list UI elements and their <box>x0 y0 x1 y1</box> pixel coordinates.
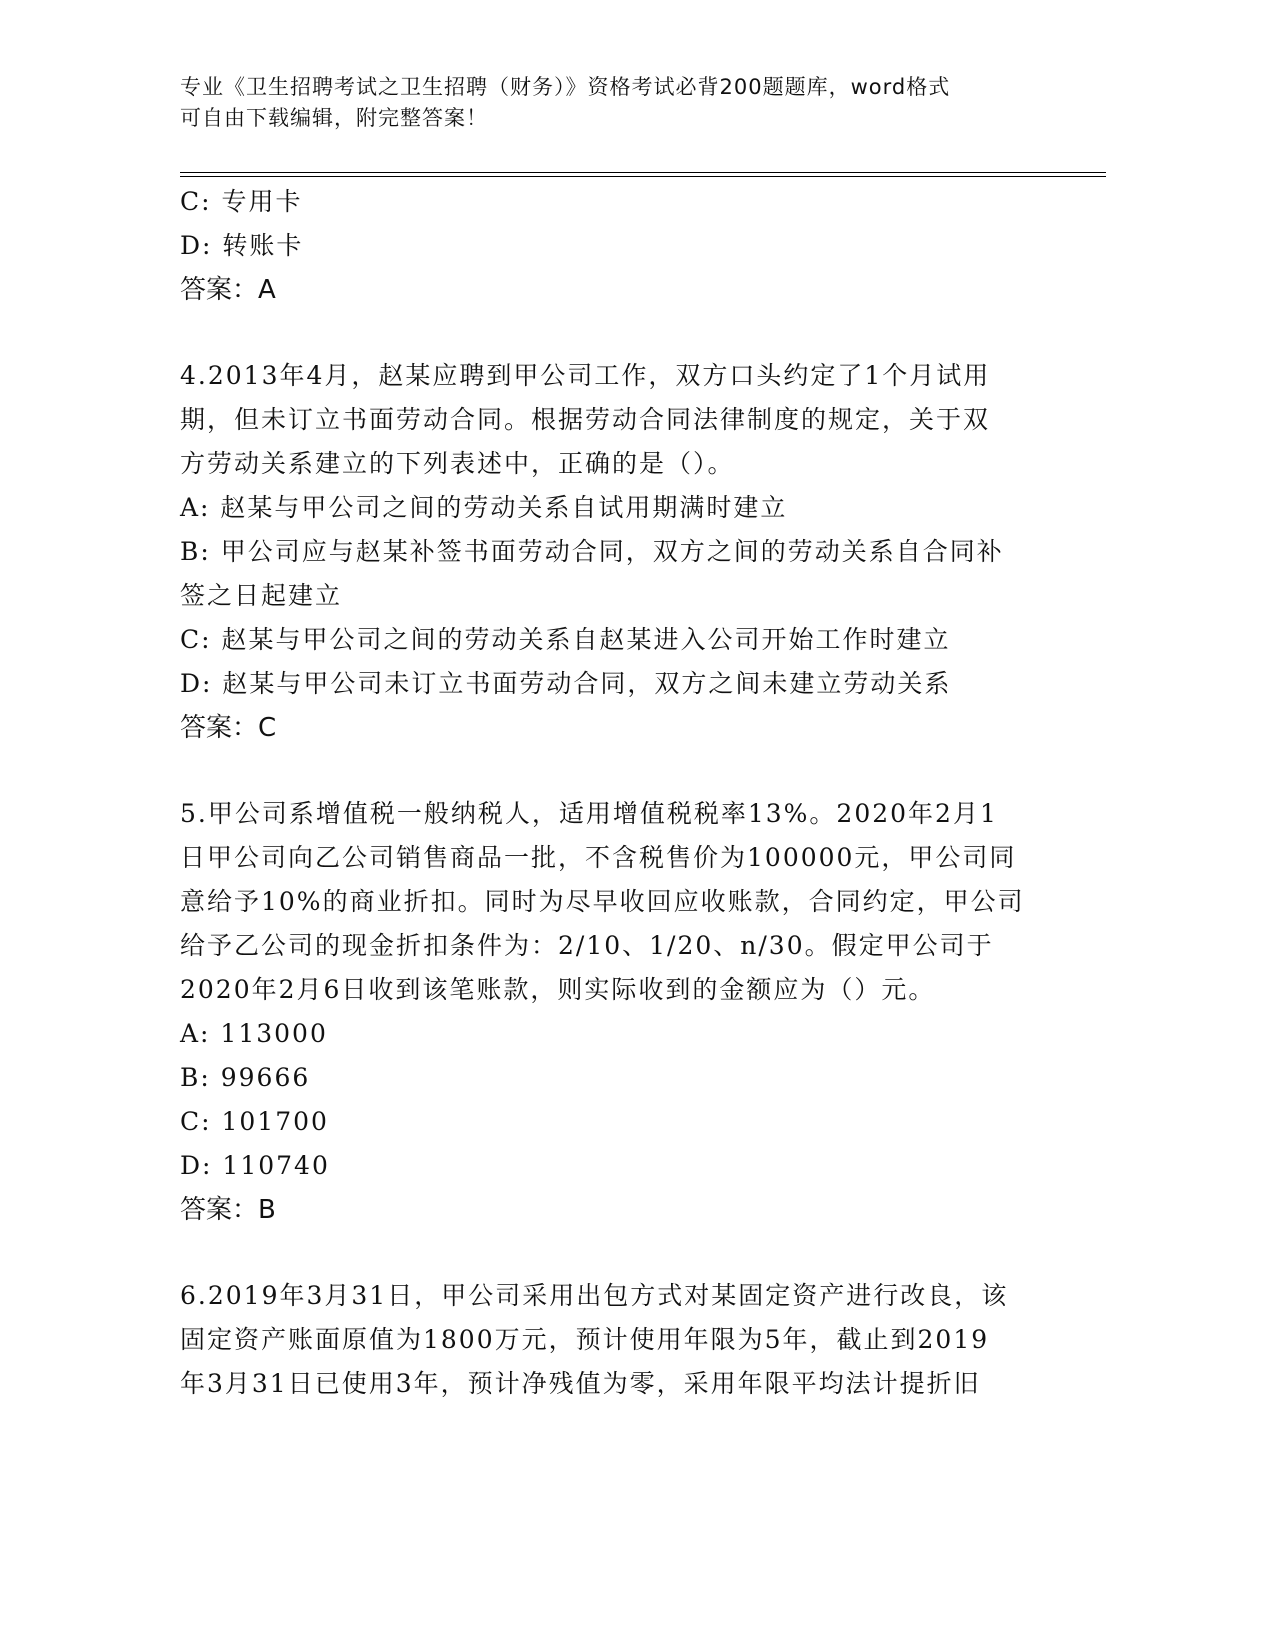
option-line: A: 赵某与甲公司之间的劳动关系自试用期满时建立 <box>180 493 788 522</box>
option-line: A: 113000 <box>180 1019 328 1048</box>
question-list <box>180 180 1060 1406</box>
answer-line: 答案：C <box>180 713 277 743</box>
question-text-line: 6.2019年3月31日，甲公司采用出包方式对某固定资产进行改良，该 <box>180 1281 1009 1310</box>
answer-line: 答案：B <box>180 1195 276 1225</box>
question-block-4 <box>180 354 1060 750</box>
option-line: B: 99666 <box>180 1063 311 1092</box>
question-block-3 <box>180 180 1060 312</box>
question-text-line: 5.甲公司系增值税一般纳税人，适用增值税税率13%。2020年2月1 <box>180 799 998 828</box>
header-divider-top <box>180 172 1106 173</box>
document-header <box>180 72 1060 134</box>
answer-line: 答案：A <box>180 275 276 305</box>
question-text-line: 固定资产账面原值为1800万元，预计使用年限为5年，截止到2019 <box>180 1325 990 1354</box>
option-line: 签之日起建立 <box>180 581 343 610</box>
option-line: C: 赵某与甲公司之间的劳动关系自赵某进入公司开始工作时建立 <box>180 625 951 654</box>
header-divider-bottom <box>180 176 1106 177</box>
question-text-line: 2020年2月6日收到该笔账款，则实际收到的金额应为（）元。 <box>180 975 936 1004</box>
option-line: C: 101700 <box>180 1107 329 1136</box>
option-line: C: 专用卡 <box>180 187 303 216</box>
option-line: D: 赵某与甲公司未订立书面劳动合同，双方之间未建立劳动关系 <box>180 669 952 698</box>
question-text-line: 给予乙公司的现金折扣条件为：2/10、1/20、n/30。假定甲公司于 <box>180 931 994 960</box>
option-line: D: 110740 <box>180 1151 330 1180</box>
question-text-line: 期，但未订立书面劳动合同。根据劳动合同法律制度的规定，关于双 <box>180 405 991 434</box>
header-line-1: 专业《卫生招聘考试之卫生招聘（财务）》资格考试必背200题题库，word格式 <box>180 75 951 99</box>
header-line-2: 可自由下载编辑，附完整答案！ <box>180 106 488 130</box>
option-line: B: 甲公司应与赵某补签书面劳动合同，双方之间的劳动关系自合同补 <box>180 537 1004 566</box>
question-text-line: 4.2013年4月，赵某应聘到甲公司工作，双方口头约定了1个月试用 <box>180 361 991 390</box>
question-block-6 <box>180 1274 1060 1406</box>
question-text-line: 年3月31日已使用3年，预计净残值为零，采用年限平均法计提折旧 <box>180 1369 981 1398</box>
option-line: D: 转账卡 <box>180 231 304 260</box>
question-text-line: 方劳动关系建立的下列表述中，正确的是（）。 <box>180 449 735 478</box>
question-text-line: 日甲公司向乙公司销售商品一批，不含税售价为100000元，甲公司同 <box>180 843 1017 872</box>
question-text-line: 意给予10%的商业折扣。同时为尽早收回应收账款，合同约定，甲公司 <box>180 887 1025 916</box>
question-block-5 <box>180 792 1060 1232</box>
